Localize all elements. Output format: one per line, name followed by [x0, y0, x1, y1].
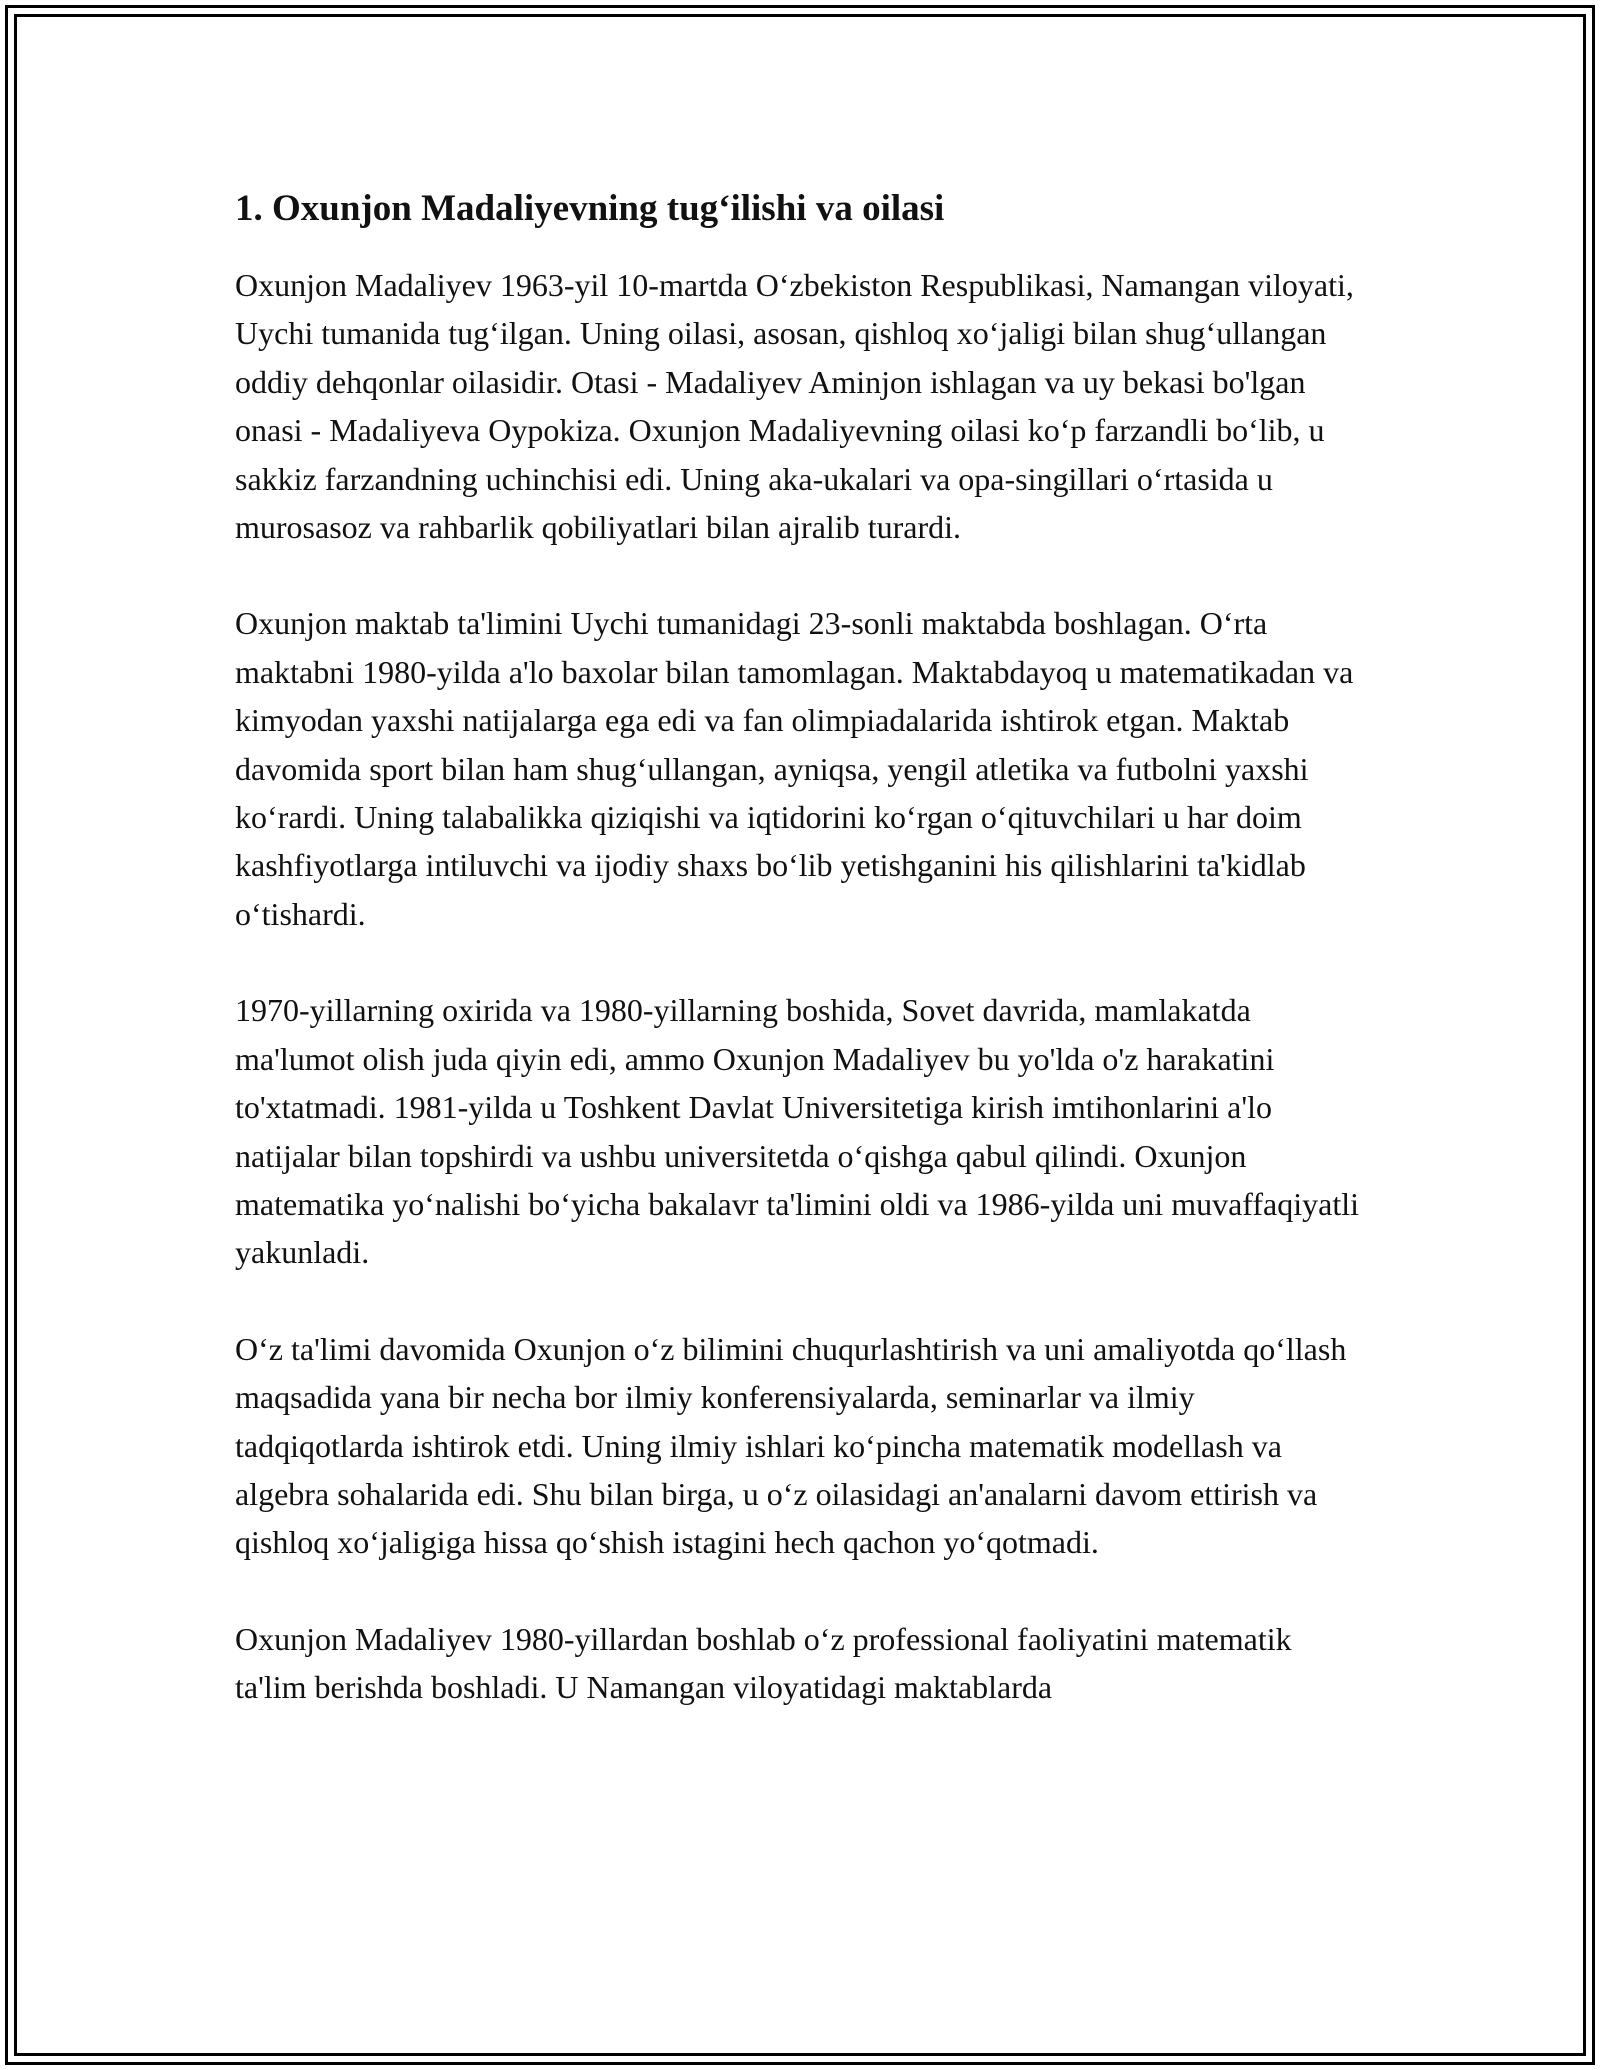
- document-body: [235, 186, 1365, 1712]
- section-heading: 1. Oxunjon Madaliyevning tug‘ilishi va oilasi: [235, 188, 945, 229]
- paragraph-research: O‘z ta'limi davomida Oxunjon o‘z bilimini chuqurlashtirish va uni amaliyotda qo‘llash maqsadida yana bir necha bor ilmiy konferensiyalarda, seminarlar va ilmiy tadqiqotlarda ishtirok etdi. Uning ilmiy ishlari ko‘pincha matematik modellash va algebra sohalarida edi. Shu bilan birga, u o‘z oilasidagi an'analarni davom ettirish va qishloq xo‘jaligiga hissa qo‘shish istagini hech qachon yo‘qotmadi.: [235, 1330, 1347, 1561]
- paragraph-university: 1970-yillarning oxirida va 1980-yillarning boshida, Sovet davrida, mamlakatda ma'lumot olish juda qiyin edi, ammo Oxunjon Madaliyev bu yo'lda o'z harakatini to'xtatmadi. 1981-yilda u Toshkent Davlat Universitetiga kirish imtihonlarini a'lo natijalar bilan topshirdi va ushbu universitetda o‘qishga qabul qilindi. Oxunjon matematika yo‘nalishi bo‘yicha bakalavr ta'limini oldi va 1986-yilda uni muvaffaqiyatli yakunladi.: [235, 992, 1359, 1271]
- paragraph-school: Oxunjon maktab ta'limini Uychi tumanidagi 23-sonli maktabda boshlagan. O‘rta maktabni 1980-yilda a'lo baxolar bilan tamomlagan. Maktabdayoq u matematikadan va kimyodan yaxshi natijalarga ega edi va fan olimpiadalarida ishtirok etgan. Maktab davomida sport bilan ham shug‘ullangan, ayniqsa, yengil atletika va futbolni yaxshi ko‘rardi. Uning talabalikka qiziqishi va iqtidorini ko‘rgan o‘qituvchilari u har doim kashfiyotlarga intiluvchi va ijodiy shaxs bo‘lib yetishganini his qilishlarini ta'kidlab o‘tishardi.: [235, 605, 1354, 932]
- paragraph-birth-family: Oxunjon Madaliyev 1963-yil 10-martda O‘zbekiston Respublikasi, Namangan viloyati, Uychi tumanida tug‘ilgan. Uning oilasi, asosan, qishloq xo‘jaligi bilan shug‘ullangan oddiy dehqonlar oilasidir. Otasi - Madaliyev Aminjon ishlagan va uy bekasi bo'lgan onasi - Madaliyeva Oypokiza. Oxunjon Madaliyevning oilasi ko‘p farzandli bo‘lib, u sakkiz farzandning uchinchisi edi. Uning aka-ukalari va opa-singillari o‘rtasida u murosasoz va rahbarlik qobiliyatlari bilan ajralib turardi.: [235, 267, 1354, 546]
- paragraph-career: Oxunjon Madaliyev 1980-yillardan boshlab o‘z professional faoliyatini matematik ta'lim berishda boshladi. U Namangan viloyatidagi maktablarda: [235, 1620, 1292, 1706]
